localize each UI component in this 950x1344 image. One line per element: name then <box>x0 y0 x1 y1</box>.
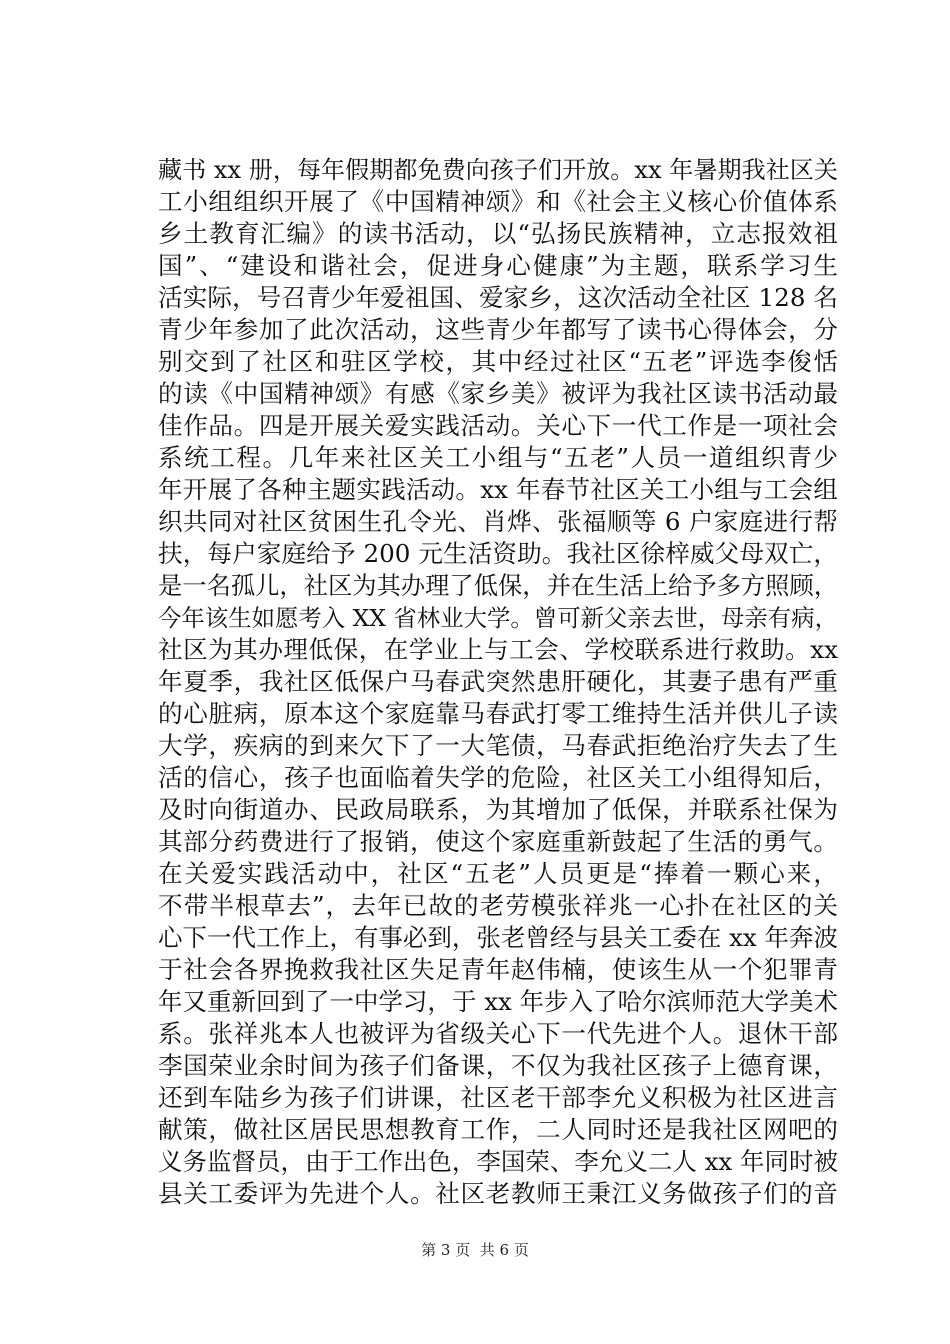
page-footer: 第 3 页 共 6 页 <box>421 1241 529 1259</box>
text-line: 今年该生如愿考入 XX 省林业大学。曾可新父亲去世，母亲有病， <box>158 604 838 632</box>
text-line: 藏书 xx 册，每年假期都免费向孩子们开放。xx 年暑期我社区关 <box>158 156 838 184</box>
text-line: 别交到了社区和驻区学校，其中经过社区“五老”评选李俊恬 <box>158 347 838 376</box>
text-line: 不带半根草去”，去年已故的老劳模张祥兆一心扑在社区的关 <box>158 891 838 920</box>
text-line: 国”、“建设和谐社会，促进身心健康”为主题，联系学习生 <box>158 251 838 280</box>
text-line: 献策，做社区居民思想教育工作，二人同时还是我社区网吧的 <box>158 1115 838 1144</box>
text-line: 的读《中国精神颂》有感《家乡美》被评为我社区读书活动最 <box>158 379 838 408</box>
text-line: 织共同对社区贫困生孔令光、肖烨、张福顺等 6 户家庭进行帮 <box>158 507 838 536</box>
text-line: 心下一代工作上，有事必到，张老曾经与县关工委在 xx 年奔波 <box>158 923 838 952</box>
text-line: 是一名孤儿，社区为其办理了低保，并在生活上给予多方照顾， <box>158 571 838 600</box>
text-line: 县关工委评为先进个人。社区老教师王秉江义务做孩子们的音 <box>158 1179 838 1208</box>
text-line: 工小组组织开展了《中国精神颂》和《社会主义核心价值体系 <box>158 187 838 216</box>
text-line: 其部分药费进行了报销，使这个家庭重新鼓起了生活的勇气。 <box>158 827 838 856</box>
text-line: 年开展了各种主题实践活动。xx 年春节社区关工小组与工会组 <box>158 475 838 504</box>
text-line: 义务监督员，由于工作出色，李国荣、李允义二人 xx 年同时被 <box>158 1147 838 1176</box>
text-line: 年又重新回到了一中学习，于 xx 年步入了哈尔滨师范大学美术 <box>158 987 838 1016</box>
text-line: 系。张祥兆本人也被评为省级关心下一代先进个人。退休干部 <box>158 1019 838 1048</box>
text-line: 及时向街道办、民政局联系，为其增加了低保，并联系社保为 <box>158 795 838 824</box>
text-line: 系统工程。几年来社区关工小组与“五老”人员一道组织青少 <box>158 443 838 472</box>
text-line: 乡土教育汇编》的读书活动，以“弘扬民族精神，立志报效祖 <box>158 219 838 248</box>
text-line: 佳作品。四是开展关爱实践活动。关心下一代工作是一项社会 <box>158 411 838 440</box>
text-line: 大学，疾病的到来欠下了一大笔债，马春武拒绝治疗失去了生 <box>158 731 838 760</box>
text-line: 在关爱实践活动中，社区“五老”人员更是“捧着一颗心来， <box>158 859 838 888</box>
text-line: 于社会各界挽救我社区失足青年赵伟楠，使该生从一个犯罪青 <box>158 955 838 984</box>
text-line: 扶，每户家庭给予 200 元生活资助。我社区徐梓威父母双亡， <box>158 539 838 568</box>
text-line: 青少年参加了此次活动，这些青少年都写了读书心得体会，分 <box>158 315 838 344</box>
text-line: 活的信心，孩子也面临着失学的危险，社区关工小组得知后， <box>158 763 838 792</box>
body-text <box>158 154 838 1210</box>
text-line: 活实际，号召青少年爱祖国、爱家乡，这次活动全社区 128 名 <box>158 283 838 312</box>
text-line: 的心脏病，原本这个家庭靠马春武打零工维持生活并供儿子读 <box>158 699 838 728</box>
text-line: 社区为其办理低保，在学业上与工会、学校联系进行救助。xx <box>158 635 838 664</box>
text-line: 年夏季，我社区低保户马春武突然患肝硬化，其妻子患有严重 <box>158 667 838 696</box>
text-line: 还到车陆乡为孩子们讲课，社区老干部李允义积极为社区进言 <box>158 1083 838 1112</box>
text-line: 李国荣业余时间为孩子们备课，不仅为我社区孩子上德育课， <box>158 1051 838 1080</box>
